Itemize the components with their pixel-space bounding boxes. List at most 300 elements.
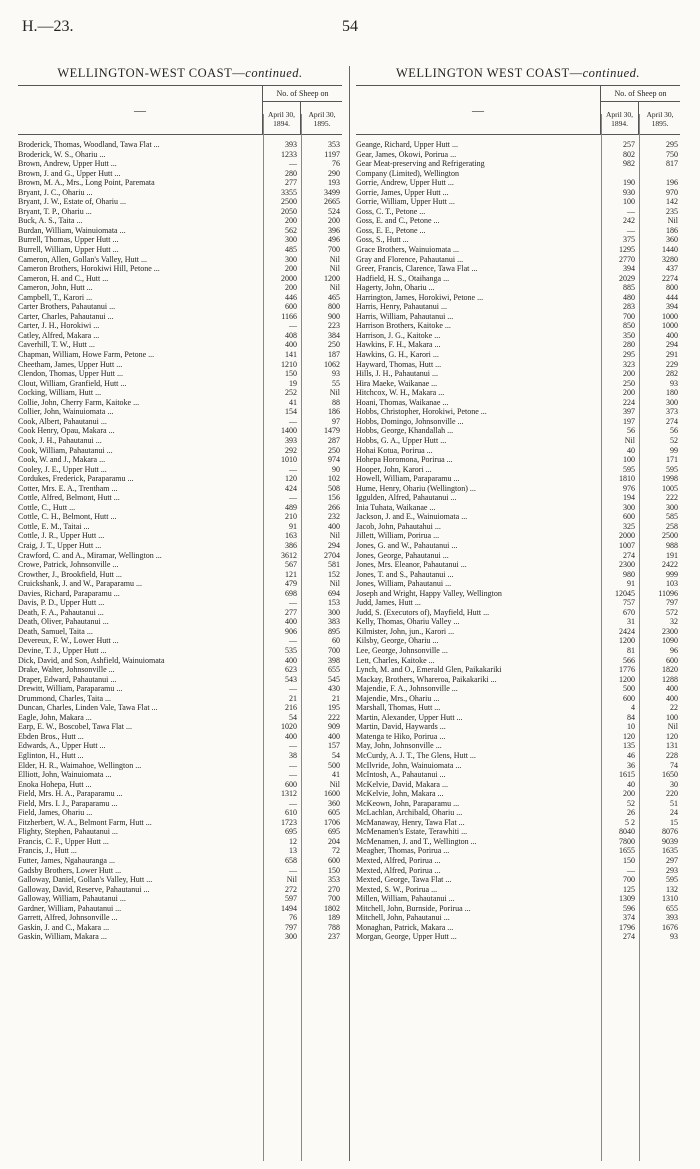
sheep-1894: 1200 (619, 636, 635, 646)
sheep-1894: 292 (285, 445, 297, 455)
owner-name: Jones, George, Pahautanui ... (356, 550, 449, 560)
owner-name: Brown, Andrew, Upper Hutt ... (18, 159, 117, 169)
sheep-1895: 988 (666, 540, 678, 550)
table-row (18, 589, 342, 599)
table-row (356, 732, 680, 742)
table-row (356, 140, 680, 150)
table-row (18, 875, 342, 885)
sheep-1895: 21 (332, 693, 340, 703)
table-row (356, 646, 680, 656)
sheep-1895: 24 (670, 808, 678, 818)
sheep-1895: 373 (666, 407, 678, 417)
sheep-1894: 930 (623, 187, 635, 197)
sheep-1895: 400 (666, 693, 678, 703)
sheep-1894: 1723 (281, 817, 297, 827)
sheep-1894: 323 (623, 359, 635, 369)
sheep-1894: 1295 (619, 245, 635, 255)
table-row (356, 818, 680, 828)
sheep-1895: 222 (666, 493, 678, 503)
year-1895-header: April 30, 1895. (308, 110, 336, 128)
table-row (18, 617, 342, 627)
owner-name: Cotter, Mrs. E. A., Trentham ... (18, 483, 118, 493)
table-row (356, 541, 680, 551)
table-row (356, 636, 680, 646)
sheep-1894: 700 (623, 311, 635, 321)
sheep-1895: 186 (666, 225, 678, 235)
owner-name: Hobbs, Domingo, Johnsonville ... (356, 416, 464, 426)
owner-name: Cameron, H. and C., Hutt ... (18, 273, 109, 283)
table-row (356, 465, 680, 475)
sheep-1894: — (627, 206, 635, 216)
table-row (18, 770, 342, 780)
sheep-1894: 31 (627, 617, 635, 627)
sheep-1894: 566 (623, 655, 635, 665)
sheep-1895: 1288 (662, 674, 678, 684)
sheep-1894: 283 (623, 302, 635, 312)
sheep-1894: — (289, 159, 297, 169)
sheep-1894: 623 (285, 665, 297, 675)
table-row (18, 560, 342, 570)
owner-name: Jones, William, Pahautanui ... (356, 579, 452, 589)
sheep-1895: 56 (670, 426, 678, 436)
owner-name: Gardner, William, Pahautanui ... (18, 903, 122, 913)
sheep-1895: 97 (332, 416, 340, 426)
table-row (356, 150, 680, 160)
sheep-1895: 250 (328, 445, 340, 455)
sheep-1894: 26 (627, 808, 635, 818)
sheep-1895: 220 (666, 789, 678, 799)
sheep-1894: 1020 (281, 722, 297, 732)
table-row (356, 235, 680, 245)
sheep-1894: 797 (285, 922, 297, 932)
owner-name: Joseph and Wright, Happy Valley, Wellington (356, 588, 502, 598)
owner-name: Bryant, T. P., Ohariu ... (18, 206, 92, 216)
table-row (356, 846, 680, 856)
sheep-1895: 282 (666, 369, 678, 379)
sheep-1894: Nil (286, 875, 297, 885)
sheep-1894: — (627, 865, 635, 875)
sheep-1895: 193 (328, 178, 340, 188)
sheep-1894: 489 (285, 502, 297, 512)
owner-name: Cottle, E. M., Taitai ... (18, 521, 90, 531)
table-row (356, 866, 680, 876)
sheep-1894: 400 (285, 340, 297, 350)
sheep-1894: 397 (623, 407, 635, 417)
owner-name: Hawkins, F. H., Makara ... (356, 340, 441, 350)
sheep-1894: 300 (285, 235, 297, 245)
sheep-1894: 982 (623, 159, 635, 169)
table-row (18, 207, 342, 217)
sheep-1894: 4 (631, 703, 635, 713)
sheep-1895: 300 (666, 502, 678, 512)
sheep-1895: 2704 (324, 550, 340, 560)
sheep-1894: 1796 (619, 922, 635, 932)
table-row (356, 369, 680, 379)
owner-name: Death, F. A., Pahautanui ... (18, 607, 104, 617)
sheep-1895: 508 (328, 483, 340, 493)
sheep-1895: 93 (670, 932, 678, 942)
table-row (356, 799, 680, 809)
report-code: H.—23. (22, 18, 74, 35)
table-row (356, 350, 680, 360)
table-row (356, 178, 680, 188)
sheep-1895: 970 (666, 187, 678, 197)
sheep-1895: 2422 (662, 560, 678, 570)
sheep-1894: 121 (285, 569, 297, 579)
sheep-1895: 585 (666, 512, 678, 522)
owner-name: Flighty, Stephen, Pahautanui ... (18, 827, 118, 837)
table-row (18, 312, 342, 322)
table-row (356, 407, 680, 417)
owner-name: Grace Brothers, Wainuiomata ... (356, 245, 459, 255)
owner-name: Futter, James, Ngahauranga ... (18, 856, 115, 866)
sheep-1894: 386 (285, 540, 297, 550)
sheep-1895: 180 (666, 388, 678, 398)
table-row (18, 188, 342, 198)
owner-name: Kilsby, George, Ohariu ... (356, 636, 439, 646)
owner-name: Eglinton, H., Hutt ... (18, 751, 84, 760)
owner-name: Morgan, George, Upper Hutt ... (356, 932, 457, 942)
sheep-1895: 430 (328, 684, 340, 694)
owner-name: Broderick, Thomas, Woodland, Tawa Flat ... (18, 140, 160, 149)
sheep-1894: 446 (285, 292, 297, 302)
owner-name: McIntosh, A., Pahautanui ... (356, 770, 446, 780)
sheep-1894: 242 (623, 216, 635, 226)
sheep-1895: 800 (666, 283, 678, 293)
sheep-1894: 224 (623, 397, 635, 407)
sheep-1894: 40 (627, 779, 635, 789)
sheep-1895: 55 (332, 378, 340, 388)
table-row (18, 226, 342, 236)
table-row (18, 283, 342, 293)
table-row (356, 770, 680, 780)
sheep-1895: 788 (328, 922, 340, 932)
sheep-1894: 200 (623, 369, 635, 379)
sheep-1895: 750 (666, 149, 678, 159)
table-row (356, 703, 680, 713)
sheep-1895: 1310 (662, 894, 678, 904)
sheep-1894: 38 (289, 751, 297, 760)
sheep-1894: 374 (623, 913, 635, 923)
sheep-1895: 72 (332, 846, 340, 856)
sheep-1895: 54 (332, 751, 340, 760)
table-row (356, 426, 680, 436)
sheep-1894: 596 (623, 903, 635, 913)
sheep-1895: 297 (666, 856, 678, 866)
sheep-1895: 360 (328, 798, 340, 808)
sheep-1894: 600 (623, 512, 635, 522)
owner-name: Bryant, J. W., Estate of, Ohariu ... (18, 197, 126, 207)
owner-name: Duncan, Charles, Linden Vale, Tawa Flat ... (18, 703, 158, 713)
sheep-1894: 8040 (619, 827, 635, 837)
sheep-1895: 294 (328, 540, 340, 550)
sheep-1894 (600, 169, 638, 179)
sheep-1894: 81 (627, 645, 635, 655)
owner-name: Cottle, Alfred, Belmont, Hutt ... (18, 493, 120, 503)
owner-name: Marshall, Thomas, Hutt ... (356, 703, 441, 713)
sheep-1895: 88 (332, 397, 340, 407)
table-row (18, 636, 342, 646)
owner-name: Dick, David, and Son, Ashfield, Wainuiomata (18, 655, 165, 665)
name-column-header: — (18, 86, 263, 134)
owner-name: McKelvie, David, Makara ... (356, 779, 448, 789)
table-row (356, 608, 680, 618)
sheep-1894: 200 (623, 789, 635, 799)
owner-name: Mexted, Alfred, Porirua ... (356, 856, 441, 866)
table-row (356, 436, 680, 446)
sheep-1894: 2500 (281, 197, 297, 207)
owner-name: Harrison Brothers, Kaitoke ... (356, 321, 451, 331)
sheep-1894: 252 (285, 388, 297, 398)
sheep-1894: 120 (285, 474, 297, 484)
sheep-1894: 257 (623, 140, 635, 149)
table-row (18, 713, 342, 723)
table-row (356, 340, 680, 350)
sheep-1895: 900 (328, 311, 340, 321)
table-row (356, 474, 680, 484)
sheep-1895: 195 (328, 703, 340, 713)
owner-name: Campbell, T., Karori ... (18, 292, 93, 302)
sheep-1894: 194 (623, 493, 635, 503)
sheep-1894: 12 (289, 836, 297, 846)
table-row (356, 598, 680, 608)
table-row (18, 235, 342, 245)
sheep-1895: 383 (328, 617, 340, 627)
sheep-1894: — (289, 798, 297, 808)
table-row (18, 904, 342, 914)
sheep-1895: 695 (328, 827, 340, 837)
sheep-1894: — (289, 865, 297, 875)
sheep-1894: — (289, 770, 297, 780)
table-row (18, 818, 342, 828)
sheep-1895: 1200 (324, 273, 340, 283)
table-row (18, 541, 342, 551)
owner-name: McManaway, Henry, Tawa Flat ... (356, 817, 465, 827)
sheep-1894: 3355 (281, 187, 297, 197)
owner-name: Crowther, J., Brookfield, Hutt ... (18, 569, 122, 579)
sheep-1895: 196 (666, 178, 678, 188)
table-row (356, 627, 680, 637)
sheep-1895: 142 (666, 197, 678, 207)
sheep-1895: 9039 (662, 836, 678, 846)
sheep-1894: 595 (623, 464, 635, 474)
owner-name: Harris, William, Pahautanui ... (356, 311, 454, 321)
sheep-1894: 1010 (281, 455, 297, 465)
owner-name: Company (Limited), Wellington (356, 168, 459, 178)
owner-name: Clout, William, Granfield, Hutt ... (18, 378, 127, 388)
sheep-1895: 93 (670, 378, 678, 388)
owner-name: Judd, James, Hutt ... (356, 598, 421, 608)
owner-name: Cameron, Allen, Gollan's Valley, Hutt ... (18, 254, 147, 264)
table-row (356, 293, 680, 303)
table-row (356, 226, 680, 236)
table-row (18, 293, 342, 303)
sheep-1894: 597 (285, 894, 297, 904)
owner-name: Kilmister, John, jun., Karori ... (356, 626, 455, 636)
sheep-1894: 210 (285, 512, 297, 522)
sheep-1894: 400 (285, 655, 297, 665)
owner-name: Iggulden, Alfred, Pahautanui ... (356, 493, 457, 503)
owner-name: Mitchell, John, Pahautanui ... (356, 913, 450, 923)
sheep-1894: 394 (623, 264, 635, 274)
name-column-header: — (356, 86, 601, 134)
sheep-1895: 102 (328, 474, 340, 484)
owner-name: Hoani, Thomas, Waikanae ... (356, 397, 449, 407)
table-row (356, 283, 680, 293)
sheep-1894: 150 (285, 369, 297, 379)
table-row (18, 913, 342, 923)
sheep-1894: — (289, 741, 297, 751)
owner-name: Gear Meat-preserving and Refrigerating (356, 159, 485, 169)
sheep-1894: 84 (627, 712, 635, 722)
sheep-1895: 132 (666, 884, 678, 894)
owner-name: Harrington, James, Horokiwi, Petone ... (356, 292, 484, 302)
table-row (356, 579, 680, 589)
sheep-1894: 562 (285, 225, 297, 235)
owner-name: Crawford, C. and A., Miramar, Wellington ... (18, 550, 162, 560)
sheep-1894: 567 (285, 560, 297, 570)
sheep-1894: 393 (285, 435, 297, 445)
right-column (356, 66, 680, 942)
sheep-1894: 1312 (281, 789, 297, 799)
owner-name: Cameron, John, Hutt ... (18, 283, 93, 293)
table-row (356, 551, 680, 561)
owner-name: Cocking, William, Hutt ... (18, 388, 102, 398)
table-row (356, 713, 680, 723)
owner-name: Jackson, J. and E., Wainuiomata ... (356, 512, 468, 522)
table-row (356, 617, 680, 627)
table-row (18, 827, 342, 837)
sheep-1894: 2300 (619, 560, 635, 570)
owner-name: Brown, M. A., Mrs., Long Point, Paremata (18, 178, 155, 188)
sheep-count-group-header: No. of Sheep on (601, 86, 680, 102)
sheep-1894: 190 (623, 178, 635, 188)
table-row (356, 522, 680, 532)
left-table-body (18, 140, 342, 942)
sheep-1894: 280 (623, 340, 635, 350)
owner-name: Collier, John, Wainuiomata ... (18, 407, 114, 417)
sheep-1895: 595 (666, 464, 678, 474)
sheep-1895: 157 (328, 741, 340, 751)
owner-name: Goss, E. E., Petone ... (356, 225, 426, 235)
sheep-1895: 384 (328, 330, 340, 340)
owner-name: Cottle, J. R., Upper Hutt ... (18, 531, 105, 541)
owner-name: Clendon, Thomas, Upper Hutt ... (18, 369, 123, 379)
table-row (18, 150, 342, 160)
table-row (18, 531, 342, 541)
sheep-1895: Nil (329, 531, 340, 541)
owner-name: Gorrie, James, Upper Hutt ... (356, 187, 449, 197)
owner-name: Catley, Alfred, Makara ... (18, 330, 100, 340)
sheep-1895: 300 (666, 397, 678, 407)
right-table-header (356, 85, 680, 135)
table-row (18, 512, 342, 522)
sheep-1895: Nil (667, 722, 678, 732)
sheep-1895: 294 (666, 340, 678, 350)
owner-name: Mexted, Alfred, Porirua ... (356, 865, 441, 875)
sheep-1894: 216 (285, 703, 297, 713)
sheep-1894: 698 (285, 588, 297, 598)
table-row (18, 703, 342, 713)
sheep-1894: 393 (285, 140, 297, 149)
owner-name: Lee, George, Johnsonville ... (356, 645, 448, 655)
owner-name: Chapman, William, Howe Farm, Petone ... (18, 350, 155, 360)
sheep-1895: 353 (328, 875, 340, 885)
sheep-1894: 600 (285, 302, 297, 312)
owner-name: Gear, James, Okowi, Porirua ... (356, 149, 457, 159)
sheep-1894: 976 (623, 483, 635, 493)
sheep-1894: 350 (623, 330, 635, 340)
table-row (18, 808, 342, 818)
sheep-1894: 408 (285, 330, 297, 340)
sheep-1894: 1615 (619, 770, 635, 780)
sheep-1895: 600 (666, 655, 678, 665)
owner-name: McLachlan, Archibald, Ohariu ... (356, 808, 463, 818)
sheep-1895: 187 (328, 350, 340, 360)
owner-name: Bryant, J. C., Ohariu ... (18, 187, 93, 197)
sheep-1894: 400 (285, 617, 297, 627)
sheep-1894: 54 (289, 712, 297, 722)
sheep-1894: 36 (627, 760, 635, 770)
left-column (18, 66, 342, 942)
table-row (18, 856, 342, 866)
sheep-1895: Nil (667, 216, 678, 226)
owner-name: Mexted, S. W., Porirua ... (356, 884, 438, 894)
sheep-1894: 163 (285, 531, 297, 541)
sheep-1895: 581 (328, 560, 340, 570)
left-column-title: WELLINGTON-WEST COAST—continued. (57, 66, 303, 80)
table-row (18, 923, 342, 933)
owner-name: Earp, E. W., Boscobel, Tawa Flat ... (18, 722, 132, 732)
sheep-1895: 74 (670, 760, 678, 770)
sheep-1894: 485 (285, 245, 297, 255)
sheep-1894: 76 (289, 913, 297, 923)
sheep-1894: 2000 (281, 273, 297, 283)
page-header (22, 18, 678, 42)
sheep-1894: 56 (627, 426, 635, 436)
table-row (18, 321, 342, 331)
owner-name: Cook, W. and J., Makara ... (18, 455, 106, 465)
table-row (356, 780, 680, 790)
sheep-1895: 895 (328, 626, 340, 636)
sheep-1895: 694 (328, 588, 340, 598)
table-row (356, 493, 680, 503)
left-table-header (18, 85, 342, 135)
table-row (18, 264, 342, 274)
sheep-1895: 2274 (662, 273, 678, 283)
sheep-1895: 90 (332, 464, 340, 474)
sheep-1894: 1810 (619, 474, 635, 484)
owner-name: Hooper, John, Karori ... (356, 464, 432, 474)
table-row (356, 388, 680, 398)
sheep-1894: 600 (285, 779, 297, 789)
table-row (18, 302, 342, 312)
sheep-1895: 1000 (662, 311, 678, 321)
table-row (356, 894, 680, 904)
sheep-1894: 295 (623, 350, 635, 360)
sheep-1895: 2665 (324, 197, 340, 207)
sheep-1895: 444 (666, 292, 678, 302)
sheep-1895: 120 (666, 731, 678, 741)
table-row (356, 560, 680, 570)
sheep-1895: Nil (329, 264, 340, 274)
sheep-1894: 19 (289, 378, 297, 388)
owner-name: Hadfield, H. S., Otaihanga ... (356, 273, 450, 283)
owner-name: Kelly, Thomas, Ohariu Valley ... (356, 617, 460, 627)
sheep-1895: 797 (666, 598, 678, 608)
owner-name: Goss, C. T., Petone ... (356, 206, 426, 216)
sheep-1895: 52 (670, 435, 678, 445)
